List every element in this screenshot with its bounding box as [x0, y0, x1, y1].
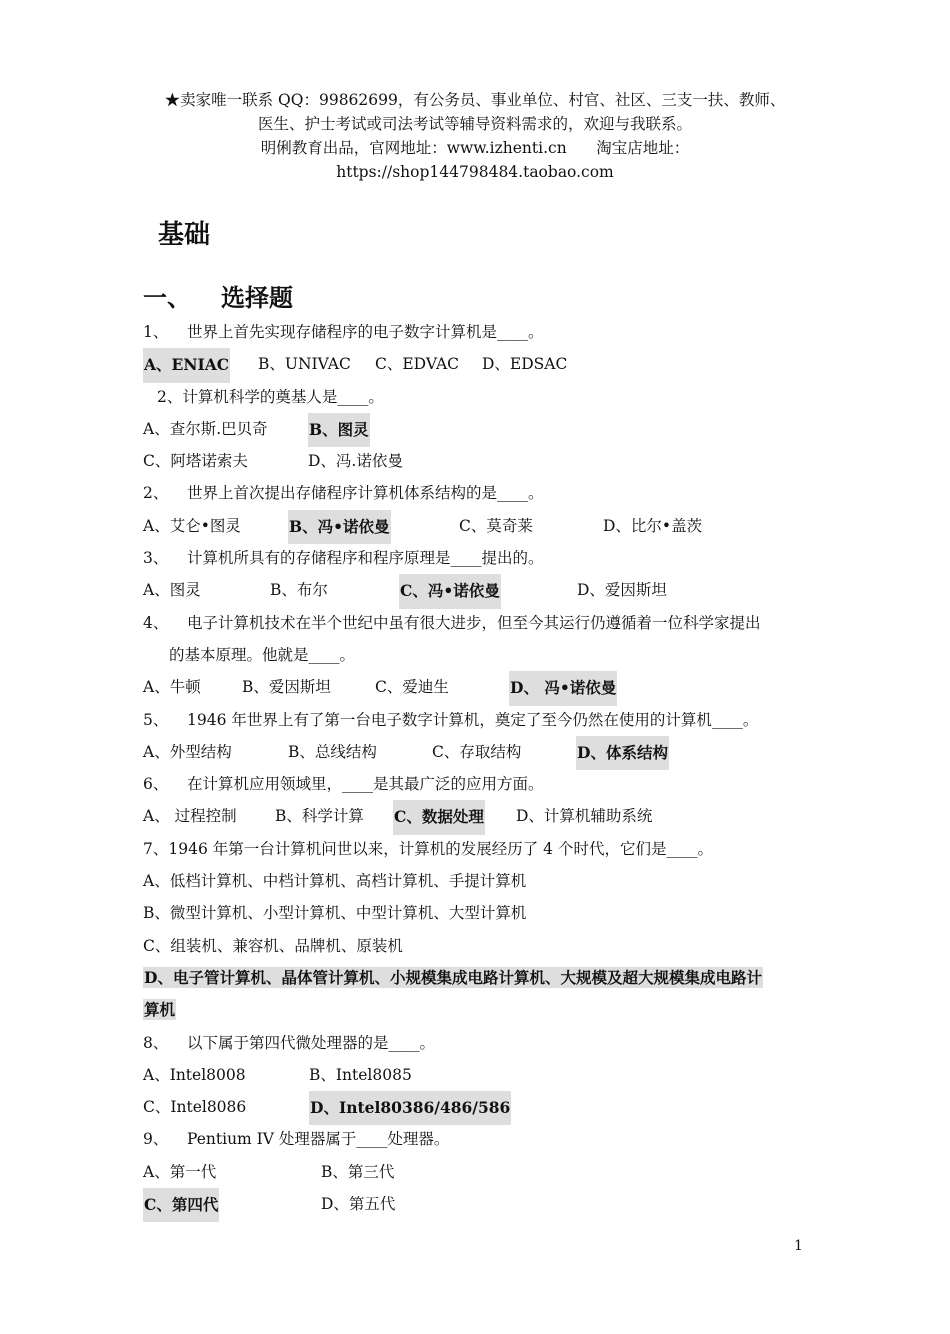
option-d: D、EDSAC — [482, 355, 568, 374]
question-8 — [143, 1027, 811, 1059]
question-1 — [143, 316, 811, 348]
header-line-3: 明俐教育出品，官网地址：www.izhenti.cn 淘宝店地址： — [260, 139, 690, 157]
option-d: D、比尔•盖茨 — [603, 516, 703, 535]
question-text: 计算机所具有的存储程序和程序原理是____提出的。 — [187, 549, 544, 568]
option-d-answer: D、Intel80386/486/586 — [309, 1091, 511, 1125]
option-d-answer: D、体系结构 — [576, 736, 669, 770]
question-6-options — [143, 800, 811, 832]
option-c: C、阿塔诺索夫 — [143, 452, 248, 471]
question-text: 在计算机应用领域里，____是其最广泛的应用方面。 — [187, 775, 544, 794]
option-b: B、科学计算 — [275, 807, 364, 826]
sub-title — [143, 278, 293, 313]
option-c: C、组装机、兼容机、品牌机、原装机 — [143, 936, 403, 955]
option-b: B、Intel8085 — [309, 1065, 412, 1084]
question-9 — [143, 1123, 811, 1155]
section-title: 基础 — [158, 220, 211, 250]
question-number: 9、 — [143, 1130, 169, 1149]
option-a: A、 过程控制 — [143, 807, 237, 826]
sub-title-number: 一、 — [143, 284, 191, 312]
question-number: 5、 — [143, 710, 169, 729]
question-7: 7、1946 年第一台计算机问世以来，计算机的发展经历了 4 个时代，它们是____。 — [143, 839, 713, 858]
question-number: 3、 — [143, 549, 169, 568]
option-c: C、存取结构 — [432, 742, 522, 761]
sub-title-text: 选择题 — [221, 284, 293, 312]
option-d: D、计算机辅助系统 — [516, 807, 653, 826]
option-a: A、查尔斯.巴贝奇 — [143, 419, 268, 438]
option-c-answer: C、冯•诺依曼 — [399, 574, 501, 608]
question-text: 以下属于第四代微处理器的是____。 — [187, 1033, 436, 1052]
option-b: B、爱因斯坦 — [242, 678, 331, 697]
question-1b-options-row1 — [143, 413, 811, 445]
header-line-4: https://shop144798484.taobao.com — [336, 163, 614, 181]
question-4-continued: 的基本原理。他就是____。 — [169, 645, 356, 664]
option-d: D、爱因斯坦 — [577, 581, 667, 600]
question-6 — [143, 768, 811, 800]
question-number: 6、 — [143, 775, 169, 794]
question-text: 世界上首先实现存储程序的电子数字计算机是____。 — [187, 323, 544, 341]
question-2 — [143, 477, 811, 509]
question-text: 1946 年世界上有了第一台电子数字计算机，奠定了至今仍然在使用的计算机____。 — [187, 710, 759, 729]
option-b: B、UNIVAC — [258, 355, 351, 374]
question-number: 2、 — [143, 484, 169, 503]
question-3 — [143, 542, 811, 574]
question-number: 4、 — [143, 613, 169, 632]
option-c: C、莫奇莱 — [459, 516, 533, 535]
question-2-options — [143, 510, 811, 542]
option-c-answer: C、第四代 — [143, 1188, 219, 1222]
document-header — [0, 88, 950, 184]
option-a: A、低档计算机、中档计算机、高档计算机、手提计算机 — [143, 872, 527, 891]
option-b-answer: B、冯•诺依曼 — [288, 510, 391, 544]
option-a: A、艾仑•图灵 — [143, 516, 241, 535]
question-text: Pentium IV 处理器属于____处理器。 — [187, 1130, 450, 1149]
question-number: 1、 — [143, 323, 169, 341]
option-b-answer: B、图灵 — [308, 413, 370, 447]
option-c-answer: C、数据处理 — [393, 800, 485, 834]
question-5-options — [143, 736, 811, 768]
option-b: B、微型计算机、小型计算机、中型计算机、大型计算机 — [143, 904, 527, 923]
question-text: 世界上首次提出存储程序计算机体系结构的是____。 — [187, 484, 544, 503]
header-line-2: 医生、护士考试或司法考试等辅导资料需求的，欢迎与我联系。 — [257, 115, 692, 133]
option-c: C、Intel8086 — [143, 1098, 247, 1117]
option-a: A、Intel8008 — [143, 1065, 246, 1084]
option-a: A、外型结构 — [143, 742, 232, 761]
option-c: C、爱迪生 — [375, 678, 449, 697]
question-4 — [143, 607, 811, 639]
option-a: A、牛顿 — [143, 678, 201, 697]
option-d-answer-continued-line — [143, 994, 811, 1026]
page-number: 1 — [794, 1238, 803, 1254]
question-1b-options-row2 — [143, 445, 811, 477]
question-8-options-row2 — [143, 1091, 811, 1123]
option-d-answer-line — [143, 962, 811, 994]
option-d: D、冯.诺依曼 — [308, 452, 403, 471]
header-line-1: ★卖家唯一联系 QQ：99862699，有公务员、事业单位、村官、社区、三支一扶、教师、 — [164, 91, 786, 109]
option-d-answer: D、 冯•诺依曼 — [509, 671, 617, 705]
option-b: B、布尔 — [270, 581, 328, 600]
option-c: C、EDVAC — [375, 355, 460, 374]
question-8-options-row1 — [143, 1059, 811, 1091]
question-5 — [143, 704, 811, 736]
question-number: 8、 — [143, 1033, 169, 1052]
question-1b: 2、计算机科学的奠基人是____。 — [157, 387, 384, 406]
option-d-answer: D、电子管计算机、晶体管计算机、小规模集成电路计算机、大规模及超大规模集成电路计 — [144, 967, 762, 987]
question-text: 电子计算机技术在半个世纪中虽有很大进步，但至今其运行仍遵循着一位科学家提出 — [187, 613, 761, 632]
option-a: A、图灵 — [143, 581, 201, 600]
question-9-options-row2 — [143, 1188, 811, 1220]
option-d-answer-continued: 算机 — [144, 1000, 176, 1020]
question-3-options — [143, 574, 811, 606]
question-1-options — [143, 348, 811, 380]
question-list — [143, 316, 811, 1220]
option-b: B、总线结构 — [288, 742, 377, 761]
option-a-answer: A、ENIAC — [143, 348, 230, 382]
question-4-options — [143, 671, 811, 703]
question-9-options-row1 — [143, 1156, 811, 1188]
option-b: B、第三代 — [321, 1162, 395, 1181]
option-a: A、第一代 — [143, 1162, 217, 1181]
option-d: D、第五代 — [321, 1195, 396, 1214]
